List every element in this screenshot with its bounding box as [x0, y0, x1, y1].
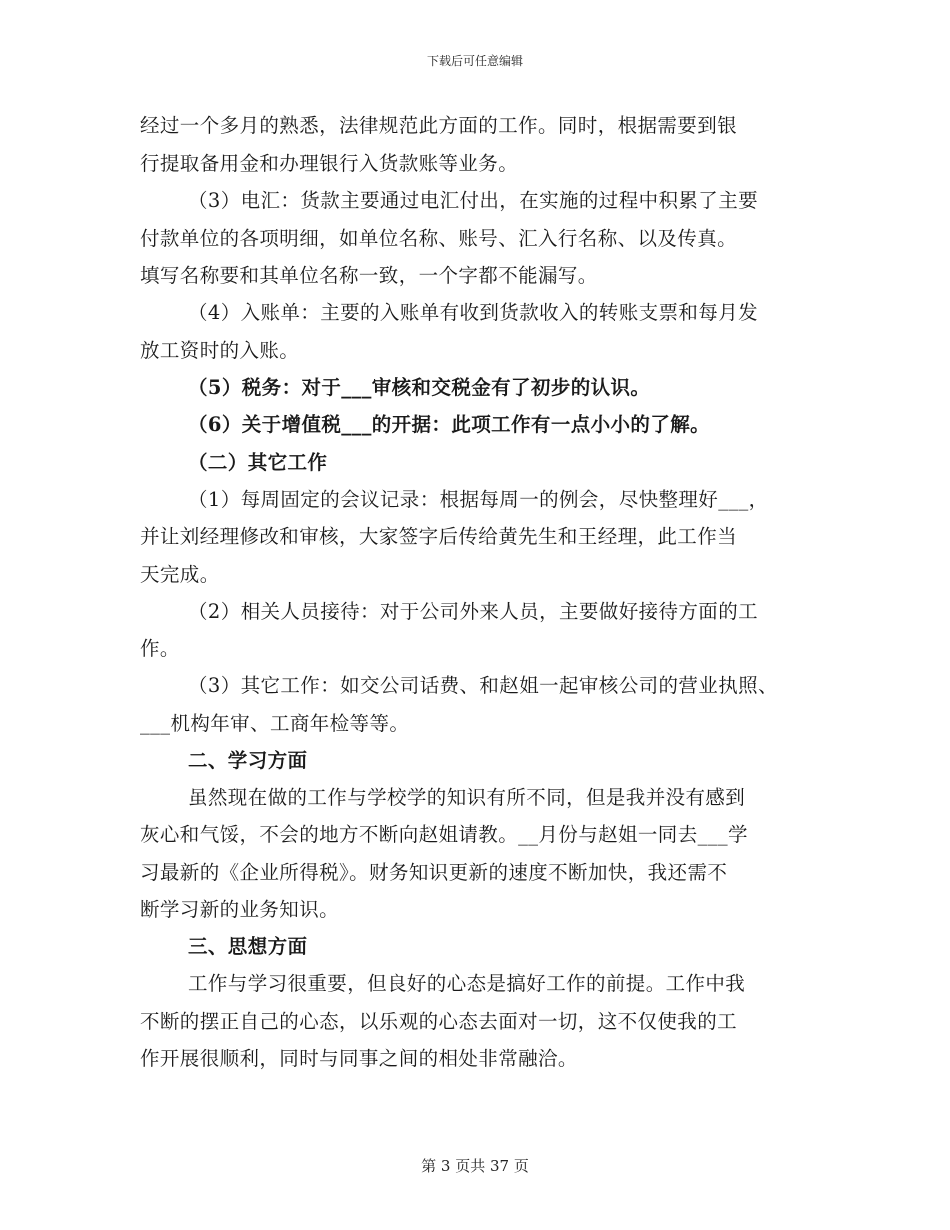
paragraph-line: 放工资时的入账。 [140, 339, 300, 362]
page-number: 第 3 页共 37 页 [421, 1157, 529, 1175]
paragraph-line: 填写名称要和其单位名称一致，一个字都不能漏写。 [140, 264, 598, 287]
paragraph-line: 经过一个多月的熟悉，法律规范此方面的工作。同时，根据需要到银 [140, 114, 738, 137]
paragraph-line: （4）入账单：主要的入账单有收到货款收入的转账支票和每月发 [188, 301, 759, 324]
paragraph-line: 虽然现在做的工作与学校学的知识有所不同，但是我并没有感到 [188, 786, 746, 809]
paragraph-line: 付款单位的各项明细，如单位名称、账号、汇入行名称、以及传真。 [140, 227, 738, 250]
paragraph-line: 作。 [140, 637, 180, 660]
paragraph-line: ___机构年审、工商年检等等。 [140, 712, 410, 735]
paragraph-line: 灰心和气馁，不会的地方不断向赵姐请教。__月份与赵姐一同去___学 [140, 823, 748, 846]
paragraph-line: （3）其它工作：如交公司话费、和赵姐一起审核公司的营业执照、 [188, 674, 778, 697]
paragraph-line: 工作与学习很重要，但良好的心态是搞好工作的前提。工作中我 [188, 972, 746, 995]
section-heading: 三、思想方面 [188, 935, 308, 958]
paragraph-line: （5）税务：对于___审核和交税金有了初步的认识。 [188, 376, 651, 399]
paragraph-line: 行提取备用金和办理银行入货款账等业务。 [140, 152, 519, 175]
paragraph-line: 天完成。 [140, 563, 220, 586]
paragraph-line: 作开展很顺利，同时与同事之间的相处非常融洽。 [140, 1047, 578, 1070]
paragraph-line: 不断的摆正自己的心态，以乐观的心态去面对一切，这不仅使我的工 [140, 1010, 738, 1033]
paragraph-line: 习最新的《企业所得税》。财务知识更新的速度不断加快，我还需不 [140, 861, 728, 884]
section-heading: （二）其它工作 [188, 451, 328, 474]
section-heading: 二、学习方面 [188, 749, 308, 772]
paragraph-line: （2）相关人员接待：对于公司外来人员，主要做好接待方面的工 [188, 600, 759, 623]
paragraph-line: （6）关于增值税___的开据：此项工作有一点小小的了解。 [188, 413, 711, 436]
page-header: 下载后可任意编辑 [426, 54, 523, 68]
paragraph-line: （1）每周固定的会议记录：根据每周一的例会，尽快整理好___， [188, 488, 769, 511]
paragraph-line: （3）电汇：货款主要通过电汇付出，在实施的过程中积累了主要 [188, 189, 759, 212]
paragraph-line: 断学习新的业务知识。 [140, 898, 340, 921]
paragraph-line: 并让刘经理修改和审核，大家签字后传给黄先生和王经理，此工作当 [140, 525, 738, 548]
